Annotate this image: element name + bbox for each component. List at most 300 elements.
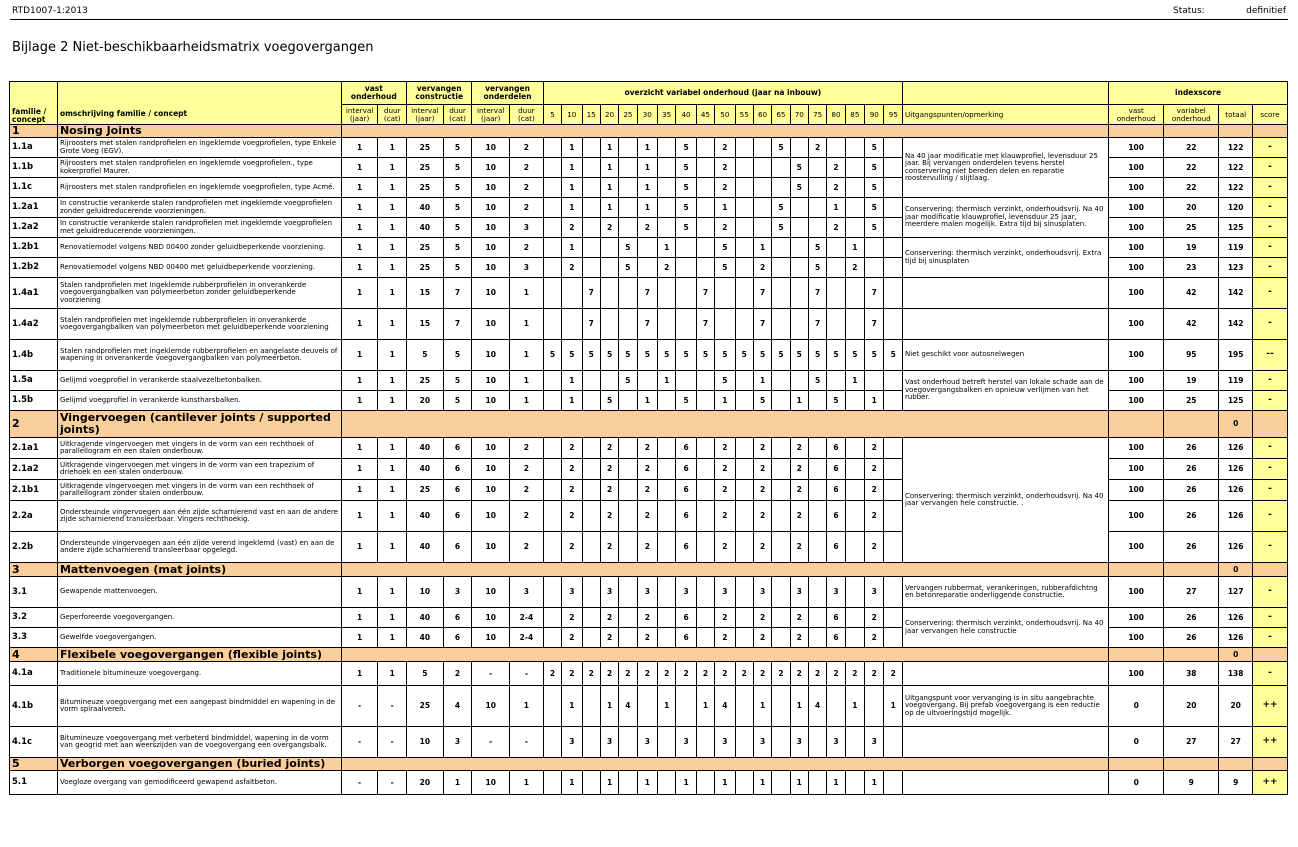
concept-description: Rijroosters met stalen randprofielen en ingeklemde voegprofielen., type kokerprofiel Maurer. xyxy=(57,158,341,178)
remark xyxy=(902,309,1108,340)
year-cell: 5 xyxy=(865,218,884,238)
year-cell xyxy=(619,278,637,309)
family-index-cell xyxy=(1164,125,1219,138)
maintenance-value: 1 xyxy=(341,218,378,238)
col-header-duur: duur (cat) xyxy=(378,105,407,125)
year-cell: 2 xyxy=(715,480,735,501)
index-variabel: 20 xyxy=(1164,198,1219,218)
year-cell: 6 xyxy=(676,501,696,532)
family-name: Vingervoegen (cantilever joints / supported joints) xyxy=(57,411,341,438)
maintenance-value: 1 xyxy=(341,532,378,563)
index-totaal: 123 xyxy=(1219,258,1253,278)
maintenance-value: 2 xyxy=(510,178,544,198)
year-cell xyxy=(562,309,582,340)
maintenance-value: 40 xyxy=(407,198,444,218)
year-cell: 6 xyxy=(827,501,845,532)
maintenance-value: - xyxy=(510,727,544,758)
maintenance-value: 10 xyxy=(472,686,510,727)
index-vast: 100 xyxy=(1109,138,1164,158)
year-cell xyxy=(808,438,826,459)
maintenance-value: 2 xyxy=(510,438,544,459)
year-cell xyxy=(619,391,637,411)
year-cell: 2 xyxy=(562,438,582,459)
year-cell xyxy=(582,727,600,758)
year-cell xyxy=(543,727,561,758)
year-cell xyxy=(808,198,826,218)
year-cell: 5 xyxy=(619,238,637,258)
maintenance-value: 1 xyxy=(378,480,407,501)
concept-id: 3.3 xyxy=(10,628,58,648)
year-cell: 5 xyxy=(600,391,618,411)
index-variabel: 23 xyxy=(1164,258,1219,278)
year-cell: 5 xyxy=(543,340,561,371)
maintenance-value: 1 xyxy=(341,178,378,198)
year-cell xyxy=(619,198,637,218)
year-cell: 2 xyxy=(790,480,808,501)
maintenance-value: 10 xyxy=(472,218,510,238)
index-totaal: 126 xyxy=(1219,480,1253,501)
year-cell xyxy=(753,198,771,218)
concept-description: Gelijmd voegprofiel in verankerde staalvezelbetonbalken. xyxy=(57,371,341,391)
year-cell xyxy=(735,608,753,628)
maintenance-value: 2 xyxy=(443,662,472,686)
index-totaal: 195 xyxy=(1219,340,1253,371)
year-cell: 1 xyxy=(637,178,657,198)
table-row xyxy=(10,662,1288,686)
year-cell xyxy=(753,218,771,238)
year-cell: 3 xyxy=(753,727,771,758)
year-cell: 6 xyxy=(676,532,696,563)
year-cell xyxy=(865,238,884,258)
col-header-idx-score: score xyxy=(1253,105,1288,125)
index-vast: 100 xyxy=(1109,158,1164,178)
index-variabel: 26 xyxy=(1164,438,1219,459)
year-cell: 6 xyxy=(676,438,696,459)
index-score: - xyxy=(1253,258,1288,278)
index-vast: 100 xyxy=(1109,178,1164,198)
maintenance-value: 1 xyxy=(510,391,544,411)
maintenance-value: - xyxy=(341,771,378,795)
family-filler xyxy=(341,563,1108,577)
year-cell xyxy=(543,577,561,608)
year-cell xyxy=(735,218,753,238)
maintenance-value: 1 xyxy=(378,391,407,411)
year-cell: 7 xyxy=(696,278,714,309)
year-cell xyxy=(772,371,790,391)
maintenance-value: 1 xyxy=(341,662,378,686)
index-score: - xyxy=(1253,198,1288,218)
year-cell xyxy=(735,686,753,727)
year-cell: 1 xyxy=(562,238,582,258)
year-cell: 2 xyxy=(600,218,618,238)
year-cell xyxy=(772,309,790,340)
col-header-year: 70 xyxy=(790,105,808,125)
year-cell xyxy=(543,438,561,459)
col-header-spacer xyxy=(902,82,1108,105)
maintenance-value: 1 xyxy=(341,238,378,258)
year-cell xyxy=(543,391,561,411)
maintenance-value: 10 xyxy=(472,258,510,278)
year-cell: 2 xyxy=(562,532,582,563)
concept-description: Rijroosters met stalen randprofielen en ingeklemde voegprofielen, type Acmé. xyxy=(57,178,341,198)
page-title: Bijlage 2 Niet-beschikbaarheidsmatrix voegovergangen xyxy=(12,40,374,55)
index-score: - xyxy=(1253,278,1288,309)
table-row xyxy=(10,278,1288,309)
year-cell: 1 xyxy=(600,771,618,795)
concept-description: Gewapende mattenvoegen. xyxy=(57,577,341,608)
year-cell xyxy=(772,278,790,309)
year-cell: 1 xyxy=(676,771,696,795)
year-cell xyxy=(658,309,676,340)
year-cell: 1 xyxy=(753,771,771,795)
concept-description: Renovatiemodel volgens NBD 00400 zonder geluidbeperkende voorziening. xyxy=(57,238,341,258)
col-header-idx-tot: totaal xyxy=(1219,105,1253,125)
family-index-cell xyxy=(1164,758,1219,771)
year-cell xyxy=(772,686,790,727)
index-score: - xyxy=(1253,662,1288,686)
maintenance-value: 1 xyxy=(341,138,378,158)
index-vast: 100 xyxy=(1109,258,1164,278)
year-cell xyxy=(658,158,676,178)
year-cell xyxy=(543,309,561,340)
index-totaal: 119 xyxy=(1219,238,1253,258)
year-cell xyxy=(865,258,884,278)
year-cell: 2 xyxy=(827,218,845,238)
year-cell xyxy=(696,608,714,628)
year-cell xyxy=(827,371,845,391)
year-cell xyxy=(715,278,735,309)
year-cell xyxy=(884,608,902,628)
year-cell xyxy=(772,532,790,563)
concept-id: 1.4b xyxy=(10,340,58,371)
year-cell: 2 xyxy=(865,480,884,501)
year-cell: 3 xyxy=(562,727,582,758)
year-cell: 6 xyxy=(827,608,845,628)
maintenance-value: 1 xyxy=(341,480,378,501)
index-vast: 100 xyxy=(1109,238,1164,258)
year-cell: 1 xyxy=(600,138,618,158)
index-vast: 100 xyxy=(1109,532,1164,563)
col-header-idx-vast: vast onderhoud xyxy=(1109,105,1164,125)
maintenance-value: 5 xyxy=(443,371,472,391)
year-cell: 2 xyxy=(600,608,618,628)
family-name: Nosing Joints xyxy=(57,125,341,138)
year-cell xyxy=(845,138,864,158)
index-vast: 100 xyxy=(1109,391,1164,411)
year-cell xyxy=(543,158,561,178)
year-cell: 5 xyxy=(637,340,657,371)
year-cell xyxy=(753,138,771,158)
year-cell xyxy=(543,238,561,258)
index-variabel: 22 xyxy=(1164,138,1219,158)
table-row xyxy=(10,608,1288,628)
year-cell: 1 xyxy=(562,371,582,391)
index-vast: 100 xyxy=(1109,480,1164,501)
maintenance-value: 1 xyxy=(341,198,378,218)
index-score: - xyxy=(1253,438,1288,459)
year-cell: 2 xyxy=(790,501,808,532)
year-cell: 2 xyxy=(827,158,845,178)
maintenance-value: 20 xyxy=(407,771,444,795)
family-index-total xyxy=(1219,125,1253,138)
col-header-year: 10 xyxy=(562,105,582,125)
remark: Uitgangspunt voor vervanging is in situ aangebrachte voegovergang. Bij prefab voegovergang is een reductie op de uitvoeringstijd mogelijk. xyxy=(902,686,1108,727)
index-score: - xyxy=(1253,238,1288,258)
table-row xyxy=(10,371,1288,391)
year-cell: 5 xyxy=(865,178,884,198)
family-index-total: 0 xyxy=(1219,563,1253,577)
year-cell: 7 xyxy=(637,278,657,309)
year-cell xyxy=(696,480,714,501)
year-cell: 5 xyxy=(808,371,826,391)
year-cell xyxy=(735,138,753,158)
col-header-interval: interval (jaar) xyxy=(407,105,444,125)
maintenance-value: 25 xyxy=(407,371,444,391)
year-cell: 3 xyxy=(562,577,582,608)
maintenance-value: 1 xyxy=(443,771,472,795)
maintenance-value: 10 xyxy=(407,577,444,608)
year-cell xyxy=(600,371,618,391)
year-cell xyxy=(884,138,902,158)
maintenance-value: 1 xyxy=(341,278,378,309)
index-vast: 0 xyxy=(1109,771,1164,795)
maintenance-value: 1 xyxy=(510,340,544,371)
concept-description: Bitumineuze voegovergang met verbeterd bindmiddel, wapening in de vorm van geogrid met aan weerszijden van de voegovergang een overgangsbalk. xyxy=(57,727,341,758)
concept-description: Uitkragende vingervoegen met vingers in de vorm van een rechthoek of parallellogram en een stalen onderbouw. xyxy=(57,438,341,459)
col-header-year: 80 xyxy=(827,105,845,125)
maintenance-value: 2 xyxy=(510,532,544,563)
year-cell xyxy=(658,198,676,218)
index-vast: 100 xyxy=(1109,628,1164,648)
year-cell: 2 xyxy=(715,138,735,158)
year-cell xyxy=(582,771,600,795)
year-cell: 2 xyxy=(600,628,618,648)
maintenance-value: 6 xyxy=(443,608,472,628)
year-cell xyxy=(696,577,714,608)
year-cell: 3 xyxy=(715,727,735,758)
year-cell xyxy=(772,459,790,480)
remark: Conservering: thermisch verzinkt, onderhoudsvrij. Na 40 jaar vervangen hele constructie xyxy=(902,608,1108,648)
col-header-year: 35 xyxy=(658,105,676,125)
year-cell xyxy=(676,258,696,278)
year-cell xyxy=(658,577,676,608)
year-cell: 2 xyxy=(658,258,676,278)
index-totaal: 9 xyxy=(1219,771,1253,795)
index-score: - xyxy=(1253,501,1288,532)
year-cell: 1 xyxy=(845,371,864,391)
maintenance-value: 10 xyxy=(472,138,510,158)
year-cell: 2 xyxy=(582,662,600,686)
maintenance-value: 1 xyxy=(341,501,378,532)
index-variabel: 95 xyxy=(1164,340,1219,371)
year-cell: 1 xyxy=(637,391,657,411)
year-cell: 1 xyxy=(827,198,845,218)
index-totaal: 122 xyxy=(1219,158,1253,178)
maintenance-value: 1 xyxy=(341,438,378,459)
maintenance-value: - xyxy=(378,771,407,795)
year-cell xyxy=(884,371,902,391)
year-cell: 5 xyxy=(865,158,884,178)
concept-description: Uitkragende vingervoegen met vingers in de vorm van een trapezium of driehoek en een stalen onderbouw. xyxy=(57,459,341,480)
year-cell xyxy=(753,158,771,178)
year-cell: 5 xyxy=(772,340,790,371)
maintenance-value: 25 xyxy=(407,178,444,198)
index-vast: 100 xyxy=(1109,340,1164,371)
year-cell: 2 xyxy=(562,258,582,278)
year-cell xyxy=(845,480,864,501)
year-cell: 5 xyxy=(619,340,637,371)
maintenance-value: 1 xyxy=(378,158,407,178)
year-cell xyxy=(658,138,676,158)
concept-id: 1.5b xyxy=(10,391,58,411)
index-score: - xyxy=(1253,138,1288,158)
year-cell xyxy=(619,438,637,459)
year-cell: 2 xyxy=(772,662,790,686)
maintenance-value: 6 xyxy=(443,438,472,459)
year-cell xyxy=(676,371,696,391)
year-cell: 3 xyxy=(637,727,657,758)
year-cell xyxy=(808,608,826,628)
index-score: ++ xyxy=(1253,686,1288,727)
concept-id: 1.2a2 xyxy=(10,218,58,238)
maintenance-value: 5 xyxy=(443,178,472,198)
year-cell xyxy=(772,178,790,198)
year-cell: 3 xyxy=(865,727,884,758)
year-cell: 2 xyxy=(865,628,884,648)
family-row xyxy=(10,125,1288,138)
year-cell xyxy=(582,501,600,532)
index-vast: 100 xyxy=(1109,438,1164,459)
year-cell xyxy=(772,628,790,648)
year-cell: 2 xyxy=(715,218,735,238)
year-cell: 2 xyxy=(658,662,676,686)
year-cell xyxy=(845,727,864,758)
concept-description: Traditionele bitumineuze voegovergang. xyxy=(57,662,341,686)
index-vast: 100 xyxy=(1109,577,1164,608)
col-header-year: 40 xyxy=(676,105,696,125)
maintenance-value: - xyxy=(341,686,378,727)
concept-id: 1.4a2 xyxy=(10,309,58,340)
year-cell: 2 xyxy=(865,662,884,686)
maintenance-value: 10 xyxy=(472,459,510,480)
maintenance-value: 1 xyxy=(378,577,407,608)
year-cell xyxy=(790,371,808,391)
maintenance-value: 3 xyxy=(510,577,544,608)
index-score: -- xyxy=(1253,340,1288,371)
maintenance-value: 10 xyxy=(472,532,510,563)
year-cell xyxy=(845,459,864,480)
family-id: 3 xyxy=(10,563,58,577)
maintenance-value: 4 xyxy=(443,686,472,727)
year-cell: 2 xyxy=(808,138,826,158)
maintenance-value: 5 xyxy=(443,218,472,238)
year-cell: 1 xyxy=(790,391,808,411)
year-cell xyxy=(884,727,902,758)
year-cell xyxy=(845,608,864,628)
year-cell: 1 xyxy=(637,198,657,218)
index-variabel: 22 xyxy=(1164,178,1219,198)
year-cell: 2 xyxy=(865,459,884,480)
year-cell xyxy=(582,371,600,391)
index-score: - xyxy=(1253,309,1288,340)
year-cell: 3 xyxy=(676,577,696,608)
year-cell xyxy=(619,608,637,628)
family-name: Flexibele voegovergangen (flexible joints) xyxy=(57,648,341,662)
concept-id: 2.1b1 xyxy=(10,480,58,501)
year-cell: 2 xyxy=(865,608,884,628)
year-cell: 2 xyxy=(637,628,657,648)
index-vast: 100 xyxy=(1109,309,1164,340)
year-cell xyxy=(884,577,902,608)
year-cell xyxy=(772,258,790,278)
year-cell: 2 xyxy=(790,628,808,648)
maintenance-value: 1 xyxy=(378,178,407,198)
year-cell xyxy=(845,218,864,238)
year-cell: 7 xyxy=(808,278,826,309)
year-cell: 7 xyxy=(582,309,600,340)
year-cell: 2 xyxy=(600,532,618,563)
table-row xyxy=(10,309,1288,340)
year-cell: 7 xyxy=(753,309,771,340)
year-cell xyxy=(696,532,714,563)
year-cell xyxy=(884,158,902,178)
col-header-year: 5 xyxy=(543,105,561,125)
year-cell xyxy=(790,138,808,158)
year-cell xyxy=(808,532,826,563)
status-label: Status: xyxy=(1173,6,1205,16)
year-cell xyxy=(658,218,676,238)
index-variabel: 19 xyxy=(1164,238,1219,258)
family-filler xyxy=(341,411,1108,438)
year-cell xyxy=(772,608,790,628)
concept-description: Geperforeerde voegovergangen. xyxy=(57,608,341,628)
maintenance-value: 1 xyxy=(341,340,378,371)
year-cell xyxy=(735,391,753,411)
year-cell xyxy=(582,608,600,628)
remark xyxy=(902,771,1108,795)
year-cell: 7 xyxy=(753,278,771,309)
year-cell xyxy=(676,309,696,340)
concept-description: In constructie verankerde stalen randprofielen met ingeklemde voegprofielen met geluidreducerende voorzieningen. xyxy=(57,218,341,238)
maintenance-value: 10 xyxy=(472,391,510,411)
index-variabel: 20 xyxy=(1164,686,1219,727)
year-cell xyxy=(619,771,637,795)
year-cell: 1 xyxy=(637,158,657,178)
maintenance-value: 1 xyxy=(378,438,407,459)
year-cell xyxy=(884,198,902,218)
year-cell: 1 xyxy=(845,686,864,727)
year-cell: 1 xyxy=(790,686,808,727)
year-cell xyxy=(735,727,753,758)
maintenance-value: 20 xyxy=(407,391,444,411)
maintenance-value: 1 xyxy=(341,459,378,480)
year-cell xyxy=(772,771,790,795)
year-cell xyxy=(582,438,600,459)
family-name: Verborgen voegovergangen (buried joints) xyxy=(57,758,341,771)
year-cell: 5 xyxy=(827,340,845,371)
year-cell: 2 xyxy=(753,480,771,501)
year-cell: 6 xyxy=(676,628,696,648)
year-cell xyxy=(735,158,753,178)
remark: Conservering: thermisch verzinkt, onderhoudsvrij. Na 40 jaar modificatie klauwprofiel, levensduur 25 jaar, meerdere malen mogelijk. Extra tijd bij sinusplaten. xyxy=(902,198,1108,238)
table-row xyxy=(10,138,1288,158)
year-cell: 5 xyxy=(865,340,884,371)
index-totaal: 120 xyxy=(1219,198,1253,218)
year-cell: 5 xyxy=(715,371,735,391)
year-cell: 3 xyxy=(753,577,771,608)
year-cell: 2 xyxy=(753,532,771,563)
maintenance-value: 40 xyxy=(407,532,444,563)
